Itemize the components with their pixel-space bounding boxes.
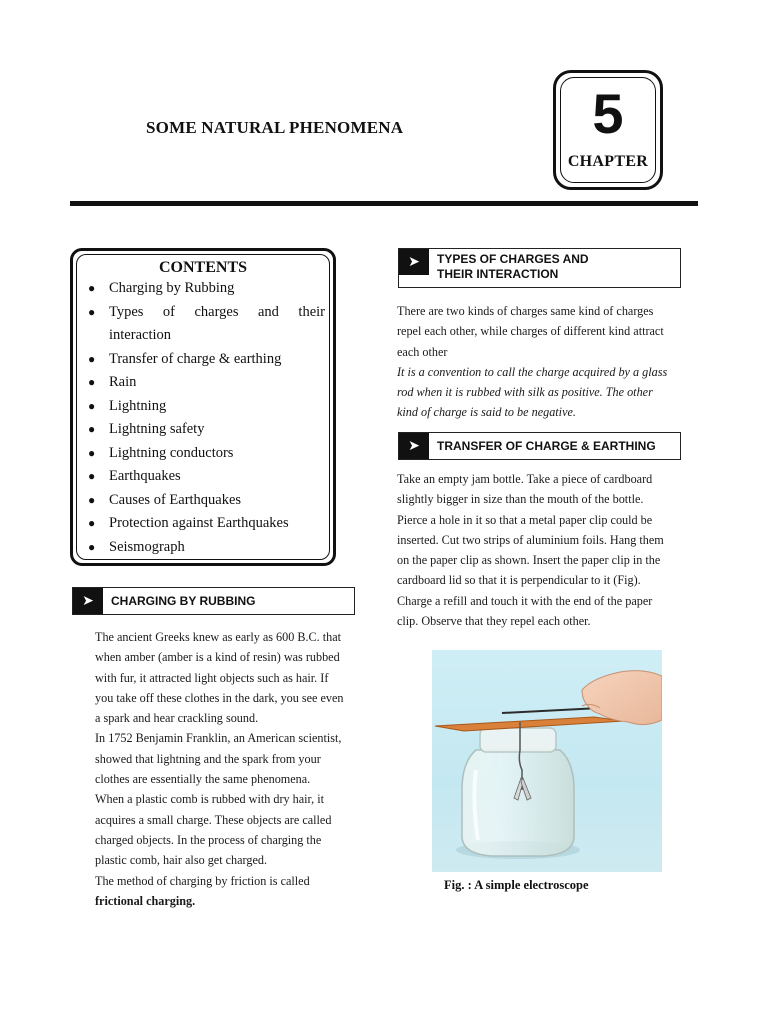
text-line: The ancient Greeks knew as early as 600 B.C. that bbox=[95, 630, 342, 644]
section-heading-label: TRANSFER OF CHARGE & EARTHING bbox=[437, 438, 656, 453]
charged-refill bbox=[502, 708, 600, 713]
contents-item: ● Transfer of charge & earthing bbox=[85, 349, 325, 370]
section-heading-types bbox=[398, 248, 681, 288]
text-line: Take an empty jam bottle. Take a piece of cardboard bbox=[397, 472, 653, 486]
text-line: It is a convention to call the charge acquired by a glass bbox=[397, 364, 668, 379]
text-line: each other bbox=[397, 344, 448, 359]
bullet-icon: ● bbox=[88, 422, 96, 436]
chapter-label: CHAPTER bbox=[567, 153, 649, 170]
arrowhead-icon: ➤ bbox=[399, 433, 429, 459]
text-line: when amber (amber is a kind of resin) was rubbed bbox=[95, 650, 340, 665]
text-line: There are two kinds of charges same kind of charges bbox=[397, 304, 654, 318]
text-line: The method of charging by friction is called bbox=[95, 873, 310, 888]
text-line: Charge a refill and touch it with the end of the paper bbox=[397, 593, 653, 608]
text-line: When a plastic comb is rubbed with dry hair, it bbox=[95, 792, 324, 807]
contents-item: ● Protection against Earthquakes bbox=[85, 513, 325, 534]
text-line: slightly bigger in size than the mouth of the bottle. bbox=[397, 492, 644, 507]
bullet-icon: ● bbox=[88, 304, 96, 319]
contents-box bbox=[70, 248, 336, 566]
chapter-number: 5 bbox=[592, 82, 624, 145]
text-line: on the paper clip as shown. Insert the paper clip in the bbox=[397, 553, 661, 568]
contents-item: ● Seismograph bbox=[85, 537, 325, 558]
text-line: clothes are essentially the same phenomena. bbox=[95, 772, 311, 787]
jar-body bbox=[462, 750, 574, 856]
hand bbox=[582, 671, 662, 725]
section-heading-label: CHARGING BY RUBBING bbox=[111, 593, 256, 608]
section-heading-transfer bbox=[398, 432, 681, 460]
bullet-icon: ● bbox=[88, 516, 96, 530]
contents-item: ● Earthquakes bbox=[85, 466, 325, 487]
contents-item: ● Rain bbox=[85, 372, 325, 393]
header-divider bbox=[70, 201, 698, 206]
contents-item: ● Lightning safety bbox=[85, 419, 325, 440]
arrowhead-icon: ➤ bbox=[399, 249, 429, 275]
contents-list bbox=[85, 278, 325, 560]
jar-neck bbox=[480, 728, 556, 752]
text-line: acquires a small charge. These objects are called bbox=[95, 812, 332, 827]
figure-caption: Fig. : A simple electroscope bbox=[444, 878, 589, 892]
bullet-icon: ● bbox=[88, 351, 96, 366]
electroscope-illustration bbox=[432, 650, 662, 872]
heading-line: THEIR INTERACTION bbox=[437, 267, 559, 281]
text-line: plastic comb, hair also get charged. bbox=[95, 853, 268, 868]
bullet-icon: ● bbox=[88, 492, 96, 507]
contents-item: ● Lightning bbox=[85, 396, 325, 417]
contents-title: CONTENTS bbox=[158, 259, 248, 276]
bold-term: frictional charging. bbox=[95, 893, 196, 908]
arrowhead-icon: ➤ bbox=[73, 588, 103, 614]
bullet-icon: ● bbox=[88, 375, 96, 389]
text-line: cardboard lid so that it is perpendicular to it (Fig). bbox=[397, 573, 641, 588]
text-line: you take off these clothes in the dark, you see even bbox=[95, 690, 344, 705]
text-line: repel each other, while charges of different kind attract bbox=[397, 324, 664, 339]
contents-item: ● Lightning conductors bbox=[85, 443, 325, 464]
text-line: with fur, it attracted light objects such as hair. If bbox=[95, 670, 329, 685]
text-line: inserted. Cut two strips of aluminium foils. Hang them bbox=[397, 532, 664, 547]
heading-line: TYPES OF CHARGES AND bbox=[437, 252, 589, 266]
bullet-icon: ● bbox=[88, 398, 96, 413]
bullet-icon: ● bbox=[88, 469, 96, 483]
electroscope-figure bbox=[432, 650, 662, 872]
bullet-icon: ● bbox=[88, 445, 96, 460]
transfer-paragraph bbox=[397, 469, 696, 631]
text-line: a spark and hear crackling sound. bbox=[95, 711, 259, 726]
text-line: showed that lightning and the spark from your bbox=[95, 751, 321, 766]
text-line: kind of charge is said to be negative. bbox=[397, 405, 576, 420]
types-paragraph bbox=[397, 301, 696, 423]
chapter-badge bbox=[553, 70, 663, 190]
text-line: clip. Observe that they repel each other. bbox=[397, 614, 591, 629]
page-title: SOME NATURAL PHENOMENA bbox=[146, 118, 404, 137]
section-heading-charging bbox=[72, 587, 355, 615]
bullet-icon: ● bbox=[88, 281, 96, 295]
contents-item-continuation: interaction bbox=[109, 327, 172, 343]
charging-paragraph bbox=[95, 627, 371, 911]
text-line: charged objects. In the process of charging the bbox=[95, 832, 322, 847]
contents-item: ● Causes of Earthquakes bbox=[85, 490, 325, 511]
contents-item: ● Types of charges and their bbox=[85, 302, 325, 323]
contents-item: ● Charging by Rubbing bbox=[85, 278, 325, 299]
text-line: Pierce a hole in it so that a metal paper clip could be bbox=[397, 512, 653, 527]
text-line: In 1752 Benjamin Franklin, an American scientist, bbox=[95, 731, 342, 746]
section-heading-label bbox=[429, 249, 589, 287]
bullet-icon: ● bbox=[88, 539, 96, 554]
text-line: rod when it is rubbed with silk as positive. The other bbox=[397, 385, 653, 400]
